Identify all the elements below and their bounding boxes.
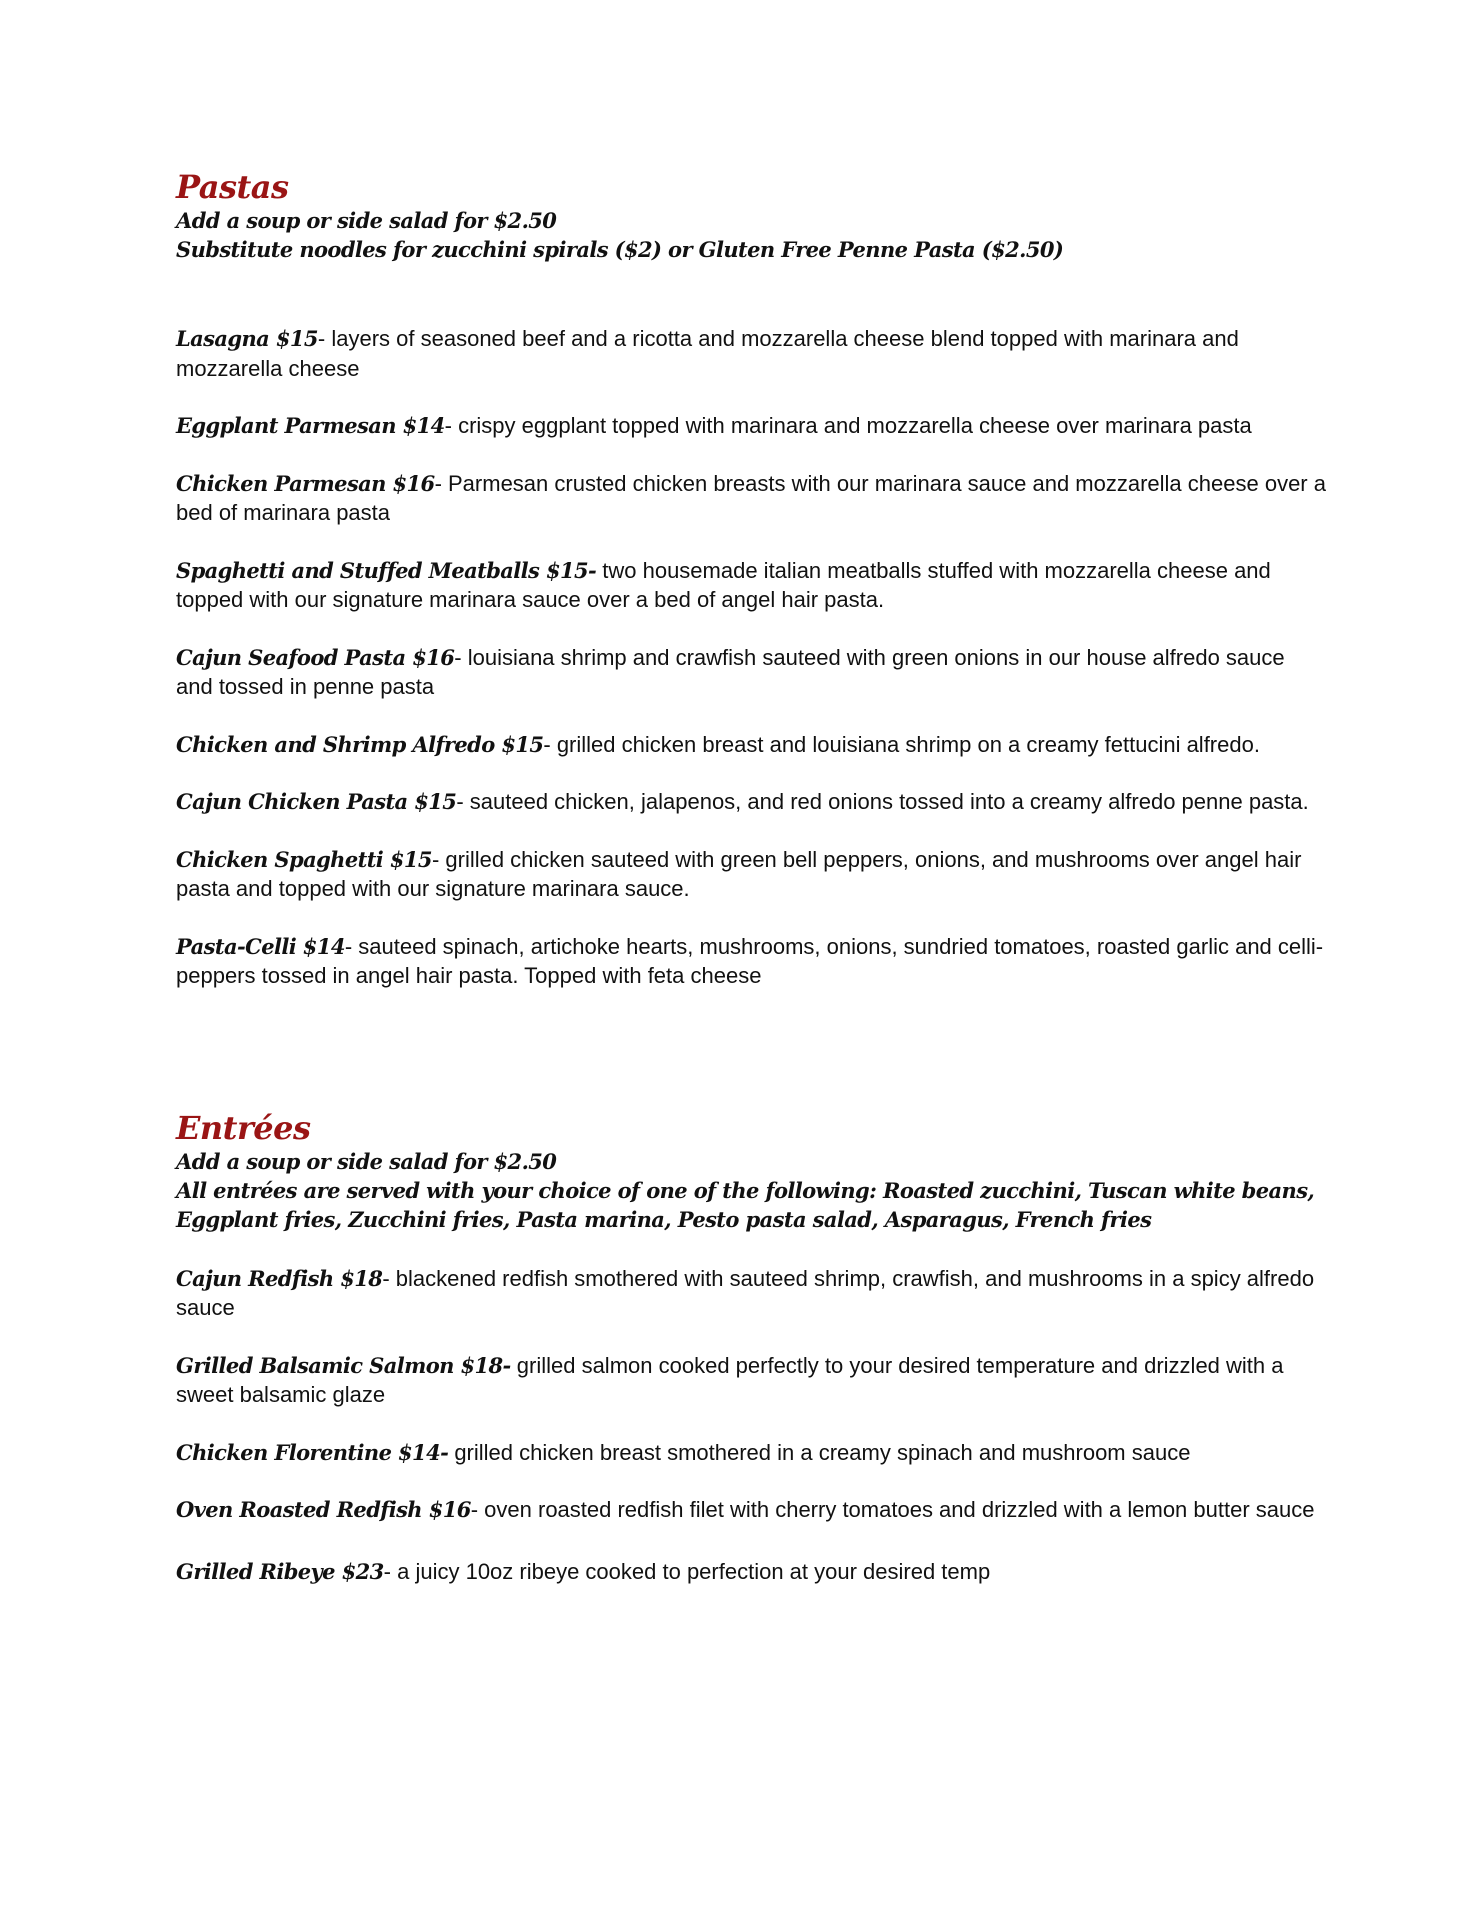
menu-item-spaghetti-stuffed-meatballs [176,556,1326,615]
item-name: Cajun Redfish $18 [176,1265,383,1291]
menu-item-chicken-parmesan [176,469,1326,528]
item-description: - layers of seasoned beef and a ricotta and mozzarella cheese blend topped with marinara and mozzarella cheese [176,326,1239,381]
item-name: Pasta-Celli $14 [176,933,345,959]
item-description: - Parmesan crusted chicken breasts with our marinara sauce and mozzarella cheese over a bed of marinara pasta [176,470,1326,525]
menu-item-cajun-seafood-pasta [176,643,1326,702]
item-name: Chicken Parmesan $16 [176,470,435,496]
item-description: grilled chicken breast smothered in a creamy spinach and mushroom sauce [448,1439,1191,1465]
item-description: - a juicy 10oz ribeye cooked to perfection at your desired temp [383,1558,991,1584]
item-description: - sauteed chicken, jalapenos, and red onions tossed into a creamy alfredo penne pasta. [456,789,1309,814]
menu-item-grilled-balsamic-salmon [176,1351,1326,1410]
entrees-section [176,1109,1326,1587]
pastas-section [176,168,1326,991]
item-name: Grilled Ribeye $23 [176,1558,384,1584]
item-name: Cajun Seafood Pasta $16 [176,644,455,670]
item-name: Grilled Balsamic Salmon $18- [176,1352,511,1378]
item-name: Eggplant Parmesan $14 [176,413,445,438]
item-description: - grilled chicken sauteed with green bell peppers, onions, and mushrooms over angel hair pasta and topped with our signature marinara sauce. [176,846,1302,901]
menu-item-chicken-spaghetti [176,845,1326,904]
pastas-note-substitute: Substitute noodles for zucchini spirals ($2) or Gluten Free Penne Pasta ($2.50) [176,237,1064,262]
item-description: - grilled chicken breast and louisiana shrimp on a creamy fettucini alfredo. [543,731,1260,757]
item-description: - blackened redfish smothered with sauteed shrimp, crawfish, and mushrooms in a spicy alfredo sauce [176,1265,1315,1320]
menu-item-grilled-ribeye [176,1557,1326,1587]
entrees-title: Entrées [176,1108,311,1147]
menu-item-oven-roasted-redfish [176,1495,1326,1525]
item-description: - sauteed spinach, artichoke hearts, mushrooms, onions, sundried tomatoes, roasted garlic and celli-peppers tossed in angel hair pasta. Topped with feta cheese [176,933,1324,988]
pastas-title: Pastas [176,168,289,206]
menu-item-chicken-shrimp-alfredo [176,730,1326,760]
item-name: Chicken Spaghetti $15 [176,846,432,872]
menu-item-cajun-redfish [176,1264,1326,1323]
entrees-note-sides: All entrées are served with your choice of one of the following: Roasted zucchini, Tuscan white beans, Eggplant fries, Zucchini fries, Pasta marina, Pesto pasta salad, Asparagus, French fries [176,1177,1315,1232]
menu-item-pasta-celli [176,932,1326,991]
item-description: - oven roasted redfish filet with cherry tomatoes and drizzled with a lemon butter sauce [470,1497,1315,1522]
pastas-note-soup-salad: Add a soup or side salad for $2.50 [176,208,557,233]
item-description: grilled salmon cooked perfectly to your desired temperature and drizzled with a sweet balsamic glaze [176,1352,1284,1407]
item-name: Spaghetti and Stuffed Meatballs $15- [176,557,597,583]
menu-item-chicken-florentine [176,1438,1326,1468]
menu-item-lasagna [176,324,1326,383]
item-name: Chicken and Shrimp Alfredo $15 [176,731,544,757]
item-name: Lasagna $15 [176,326,318,351]
menu-item-eggplant-parmesan [176,411,1326,441]
item-name: Cajun Chicken Pasta $15 [176,789,457,814]
menu-page [176,168,1326,1586]
item-name: Oven Roasted Redfish $16 [176,1497,471,1522]
menu-item-cajun-chicken-pasta [176,787,1326,817]
item-description: two housemade italian meatballs stuffed with mozzarella cheese and topped with our signature marinara sauce over a bed of angel hair pasta. [176,557,1271,612]
pastas-list [176,324,1326,991]
entrees-note-soup-salad: Add a soup or side salad for $2.50 [176,1148,557,1174]
entrees-list [176,1264,1326,1587]
item-name: Chicken Florentine $14- [176,1439,449,1465]
item-description: - crispy eggplant topped with marinara and mozzarella cheese over marinara pasta [444,413,1252,438]
item-description: - louisiana shrimp and crawfish sauteed with green onions in our house alfredo sauce and tossed in penne pasta [176,644,1285,699]
